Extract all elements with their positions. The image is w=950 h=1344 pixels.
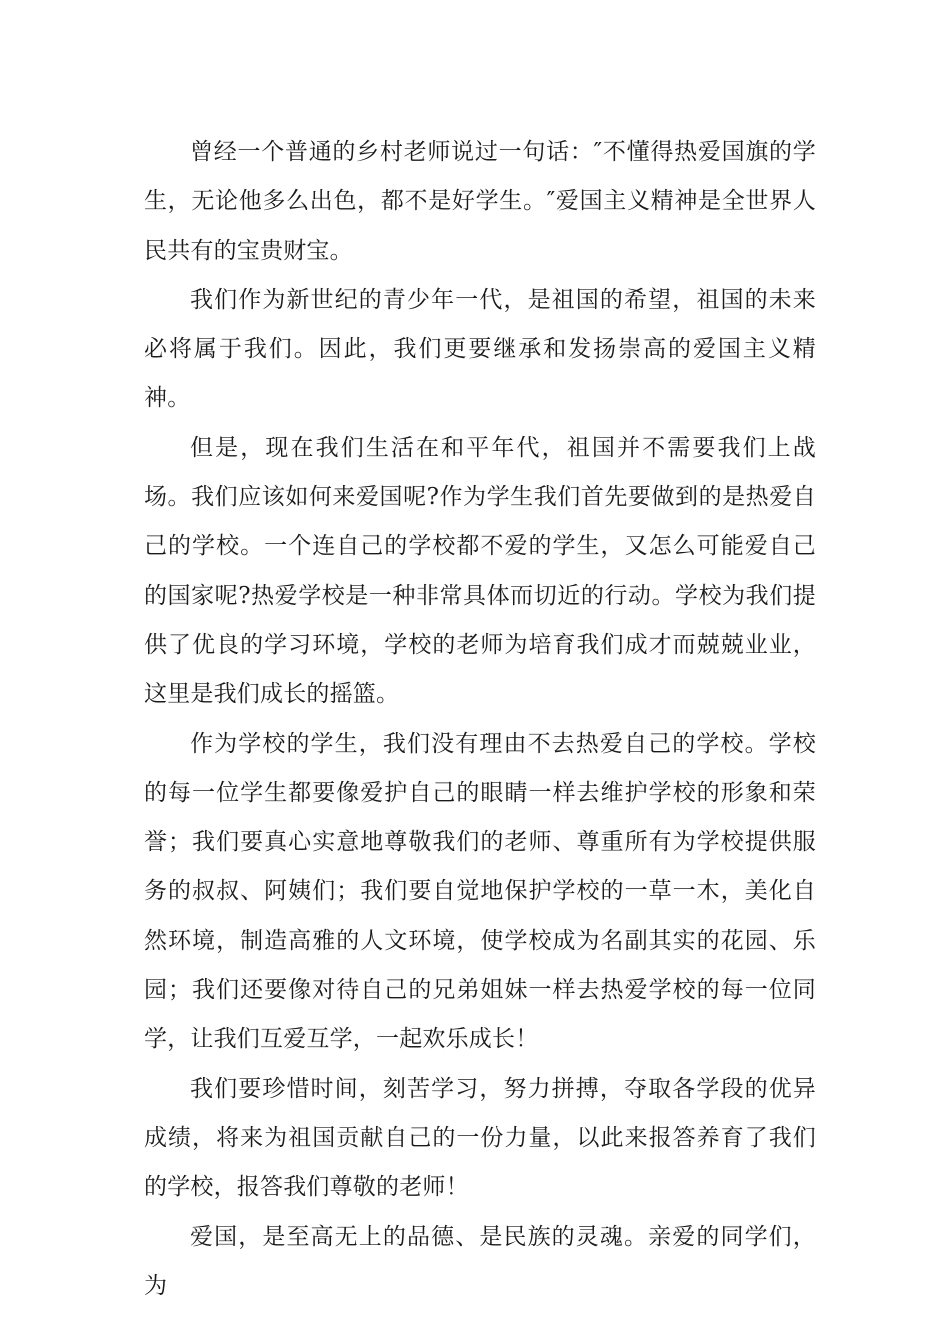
- paragraph-5: 我们要珍惜时间，刻苦学习，努力拼搏，夺取各学段的优异成绩，将来为祖国贡献自己的一份力量，以此来报答养育了我们的学校，报答我们尊敬的老师！: [144, 1075, 816, 1201]
- paragraph-6: 爱国，是至高无上的品德、是民族的灵魂。亲爱的同学们，为: [144, 1223, 816, 1299]
- paragraph-1: 曾经一个普通的乡村老师说过一句话：″不懂得热爱国旗的学生，无论他多么出色，都不是好学生。″爱国主义精神是全世界人民共有的宝贵财宝。: [144, 139, 816, 264]
- document-body: [144, 128, 816, 1311]
- paragraph-2: 我们作为新世纪的青少年一代，是祖国的希望，祖国的未来必将属于我们。因此，我们更要继承和发扬崇高的爱国主义精神。: [144, 286, 816, 412]
- paragraph-4: 作为学校的学生，我们没有理由不去热爱自己的学校。学校的每一位学生都要像爱护自己的眼睛一样去维护学校的形象和荣誉；我们要真心实意地尊敬我们的老师、尊重所有为学校提供服务的叔叔、阿姨们；我们要自觉地保护学校的一草一木，美化自然环境，制造高雅的人文环境，使学校成为名副其实的花园、乐园；我们还要像对待自己的兄弟姐妹一样去热爱学校的每一位同学，让我们互爱互学，一起欢乐成长！: [144, 730, 816, 1053]
- paragraph-3: 但是，现在我们生活在和平年代，祖国并不需要我们上战场。我们应该如何来爱国呢?作为学生我们首先要做到的是热爱自己的学校。一个连自己的学校都不爱的学生，又怎么可能爱自己的国家呢?热爱学校是一种非常具体而切近的行动。学校为我们提供了优良的学习环境，学校的老师为培育我们成才而兢兢业业，这里是我们成长的摇篮。: [144, 434, 816, 708]
